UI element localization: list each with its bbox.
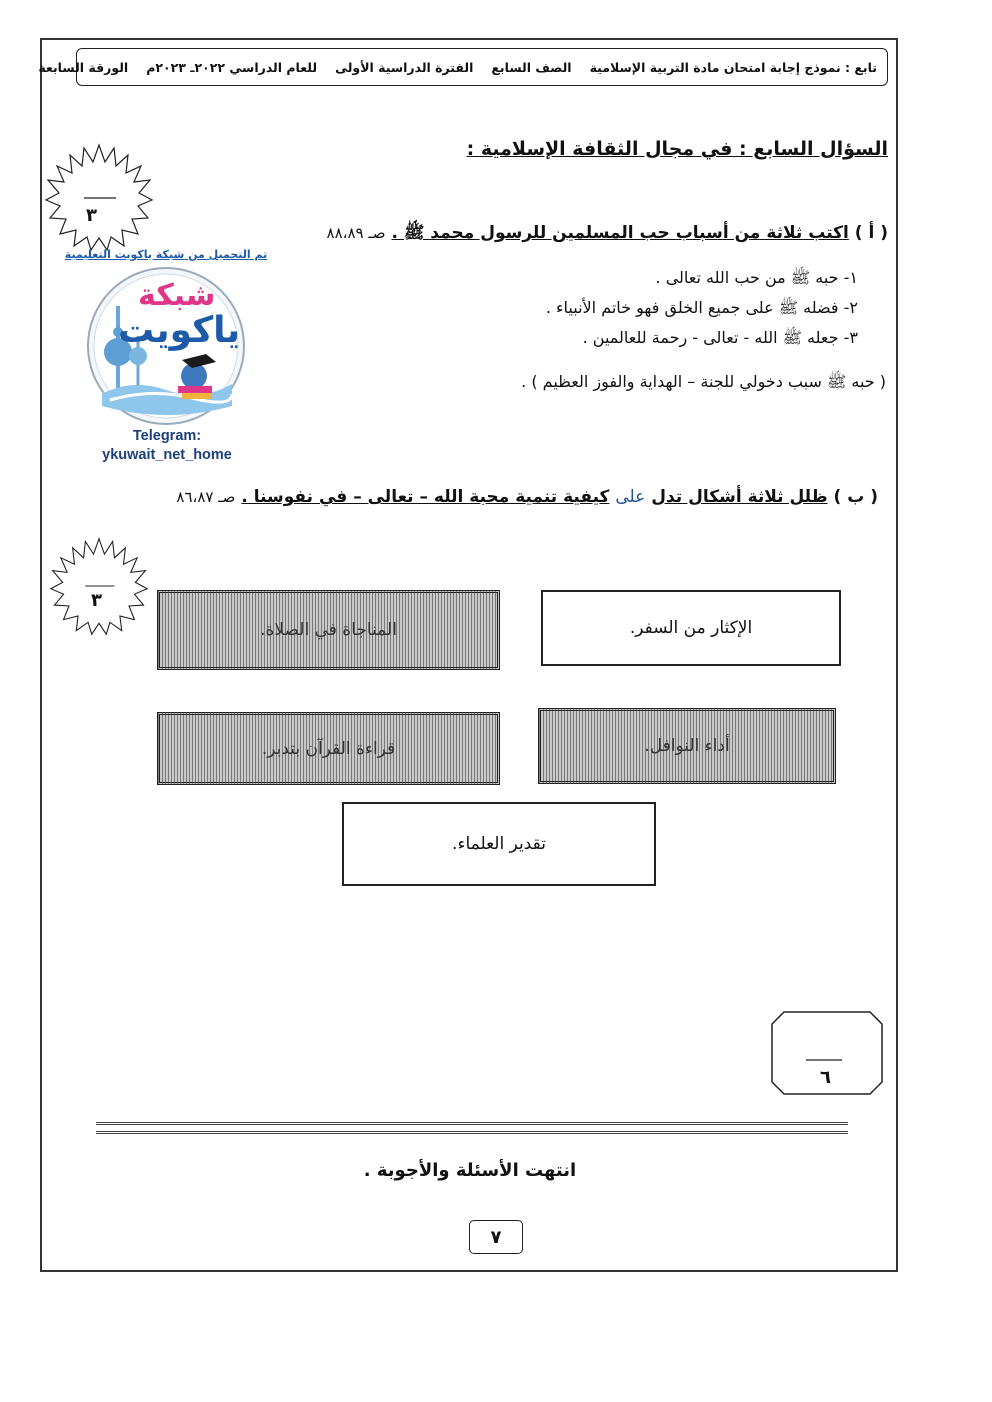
- score-star-b-icon: [44, 536, 154, 636]
- exam-header: [38, 48, 888, 86]
- option-box-prayer-shaded[interactable]: [157, 590, 500, 670]
- question-b-ref: صـ ٨٦،٨٧: [176, 488, 236, 506]
- option-box-travel[interactable]: [541, 590, 841, 666]
- header-term: الفترة الدراسية الأولى: [335, 59, 474, 75]
- question-b-text-after: كيفية تنمية محبة الله – تعالى – في نفوسنا .: [241, 487, 610, 507]
- telegram-label: Telegram:: [132, 428, 202, 444]
- question-b: [176, 487, 878, 507]
- answer-a-3: ٣- جعله ﷺ الله - تعالى - رحمة للعالمين .: [582, 328, 858, 347]
- option-prayer-text: المناجاة في الصلاة.: [260, 620, 397, 640]
- score-total: ٦: [820, 1067, 831, 1088]
- question-title: السؤال السابع : في مجال الثقافة الإسلامية :: [466, 138, 888, 160]
- header-grade: الصف السابع: [491, 59, 572, 75]
- option-box-nawafil-shaded[interactable]: [538, 708, 836, 784]
- answer-a-extra: ( حبه ﷺ سبب دخولي للجنة – الهداية والفوز العظيم ) .: [521, 372, 886, 391]
- option-scholars-text: تقدير العلماء.: [452, 834, 546, 854]
- option-box-quran-shaded[interactable]: [157, 712, 500, 785]
- question-b-text-before: ظلل ثلاثة أشكال تدل: [651, 487, 828, 507]
- end-text: انتهت الأسئلة والأجوبة .: [363, 1160, 577, 1181]
- score-part-b: ٣: [91, 590, 102, 611]
- question-b-text-on: على: [615, 487, 646, 507]
- logo-brand-line1: شبكة: [138, 278, 216, 313]
- header-year: للعام الدراسي ٢٠٢٢ـ ٢٠٢٣م: [146, 59, 318, 75]
- telegram-handle: ykuwait_net_home: [102, 447, 232, 463]
- telegram-block: [62, 427, 272, 465]
- question-a: [327, 222, 888, 247]
- logo-caption: تم التحميل من شبكة ياكويت التعليمية: [64, 248, 268, 261]
- separator-line: [96, 1122, 848, 1134]
- option-travel-text: الإكثار من السفر.: [629, 618, 753, 638]
- question-a-ref: صـ ٨٨،٨٩: [326, 224, 386, 242]
- logo-brand-line2: ياكويت: [118, 310, 241, 351]
- option-quran-text: قراءة القرآن بتدبر.: [261, 738, 396, 759]
- question-a-text: اكتب ثلاثة من أسباب حب المسلمين للرسول محمد ﷺ .: [391, 223, 849, 243]
- score-star-a-icon: [44, 142, 154, 252]
- answer-a-1: ١- حبه ﷺ من حب الله تعالى .: [655, 268, 858, 287]
- option-box-scholars[interactable]: [342, 802, 656, 886]
- header-sheet: الورقة السابعة: [38, 59, 129, 75]
- question-a-label: ( أ ): [854, 223, 888, 243]
- page-number: ٧: [469, 1220, 523, 1254]
- option-nawafil-text: أداء النوافل.: [644, 736, 730, 756]
- header-subject: تابع : نموذج إجابة امتحان مادة التربية الإسلامية: [589, 59, 877, 75]
- score-part-a: ٣: [86, 205, 97, 226]
- question-b-label: ( ب ): [833, 487, 878, 507]
- answer-a-2: ٢- فضله ﷺ على جميع الخلق فهو خاتم الأنبياء .: [545, 298, 858, 317]
